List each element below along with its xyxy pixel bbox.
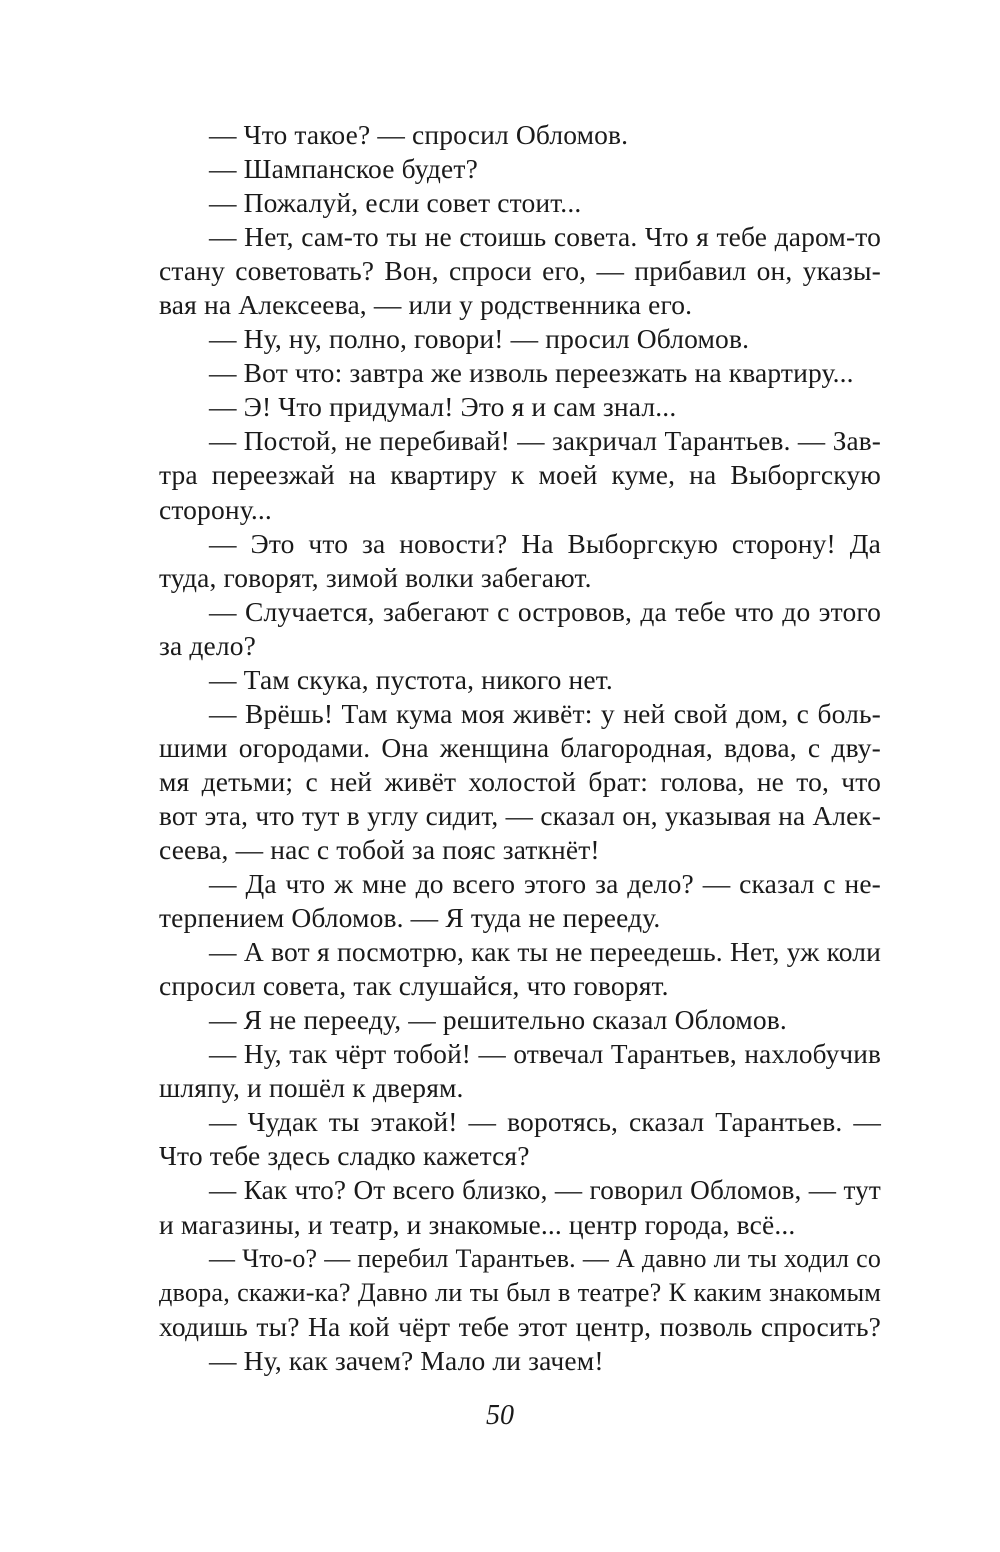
text-line: за дело? xyxy=(159,629,257,661)
text-line: — Э! Что придумал! Это я и сам знал... xyxy=(209,391,677,423)
text-line: — Ну, так чёрт тобой! — отвечал Тарантьев, нахлобучив xyxy=(209,1039,881,1070)
text-line: — Чудак ты этакой! — воротясь, сказал Тарантьев. — xyxy=(209,1106,881,1138)
text-line: — Постой, не перебивай! — закричал Тарантьев. — Зав- xyxy=(209,426,881,457)
text-line: — Там скука, пустота, никого нет. xyxy=(209,663,613,695)
text-line: — Случается, забегают с островов, да тебе что до этого xyxy=(209,595,881,627)
text-line: сеева, — нас с тобой за пояс заткнёт! xyxy=(159,833,600,865)
text-line: — Это что за новости? На Выборгскую сторону! Да xyxy=(209,527,881,559)
text-line: — Нет, сам-то ты не стоишь совета. Что я тебе даром-то xyxy=(209,221,881,253)
text-line: вот эта, что тут в углу сидит, — сказал он, указывая на Алек- xyxy=(159,800,881,831)
text-line: туда, говорят, зимой волки забегают. xyxy=(159,561,592,593)
text-line: — Что-о? — перебил Тарантьев. — А давно ли ты ходил со xyxy=(209,1243,881,1273)
text-line: спросил совета, так слушайся, что говорят. xyxy=(159,970,669,1002)
text-line: — Врёшь! Там кума моя живёт: у ней свой дом, с боль- xyxy=(209,697,881,729)
text-line: шляпу, и пошёл к дверям. xyxy=(159,1072,464,1104)
page-number: 50 xyxy=(486,1400,514,1431)
text-line: — Да что ж мне до всего этого за дело? — сказал с не- xyxy=(209,868,881,900)
text-line: сторону... xyxy=(159,493,272,525)
text-line: ходишь ты? На кой чёрт тебе этот центр, позволь спросить? xyxy=(159,1310,881,1342)
text-line: — Что такое? — спросил Обломов. xyxy=(209,119,629,150)
text-line: двора, скажи-ка? Давно ли ты был в театре? К каким знакомым xyxy=(159,1277,881,1307)
text-line: — Я не перееду, — решительно сказал Обломов. xyxy=(209,1004,787,1036)
text-line: — Как что? От всего близко, — говорил Обломов, — тут xyxy=(209,1175,881,1206)
text-line: и магазины, и театр, и знакомые... центр города, всё... xyxy=(159,1208,796,1240)
page-text xyxy=(159,118,881,1378)
text-line: — Шампанское будет? xyxy=(209,153,478,185)
text-line: Что тебе здесь сладко кажется? xyxy=(159,1140,530,1172)
text-line: стану советовать? Вон, спроси его, — прибавил он, указы- xyxy=(159,255,881,287)
text-line: шими огородами. Она женщина благородная, вдова, с дву- xyxy=(159,731,881,763)
text-line: терпением Обломов. — Я туда не перееду. xyxy=(159,902,661,934)
text-line: — А вот я посмотрю, как ты не переедешь. Нет, уж коли xyxy=(209,936,881,968)
text-line: тра переезжай на квартиру к моей куме, на Выборгскую xyxy=(159,459,881,491)
text-line: — Ну, ну, полно, говори! — просил Обломов. xyxy=(209,323,750,355)
text-line: — Вот что: завтра же изволь переезжать на квартиру... xyxy=(209,357,854,389)
text-line: — Пожалуй, если совет стоит... xyxy=(209,187,582,219)
text-line: — Ну, как зачем? Мало ли зачем! xyxy=(209,1344,604,1376)
text-line: мя детьми; с ней живёт холостой брат: голова, не то, что xyxy=(159,765,881,797)
text-line: вая на Алексеева, — или у родственника его. xyxy=(159,289,693,321)
